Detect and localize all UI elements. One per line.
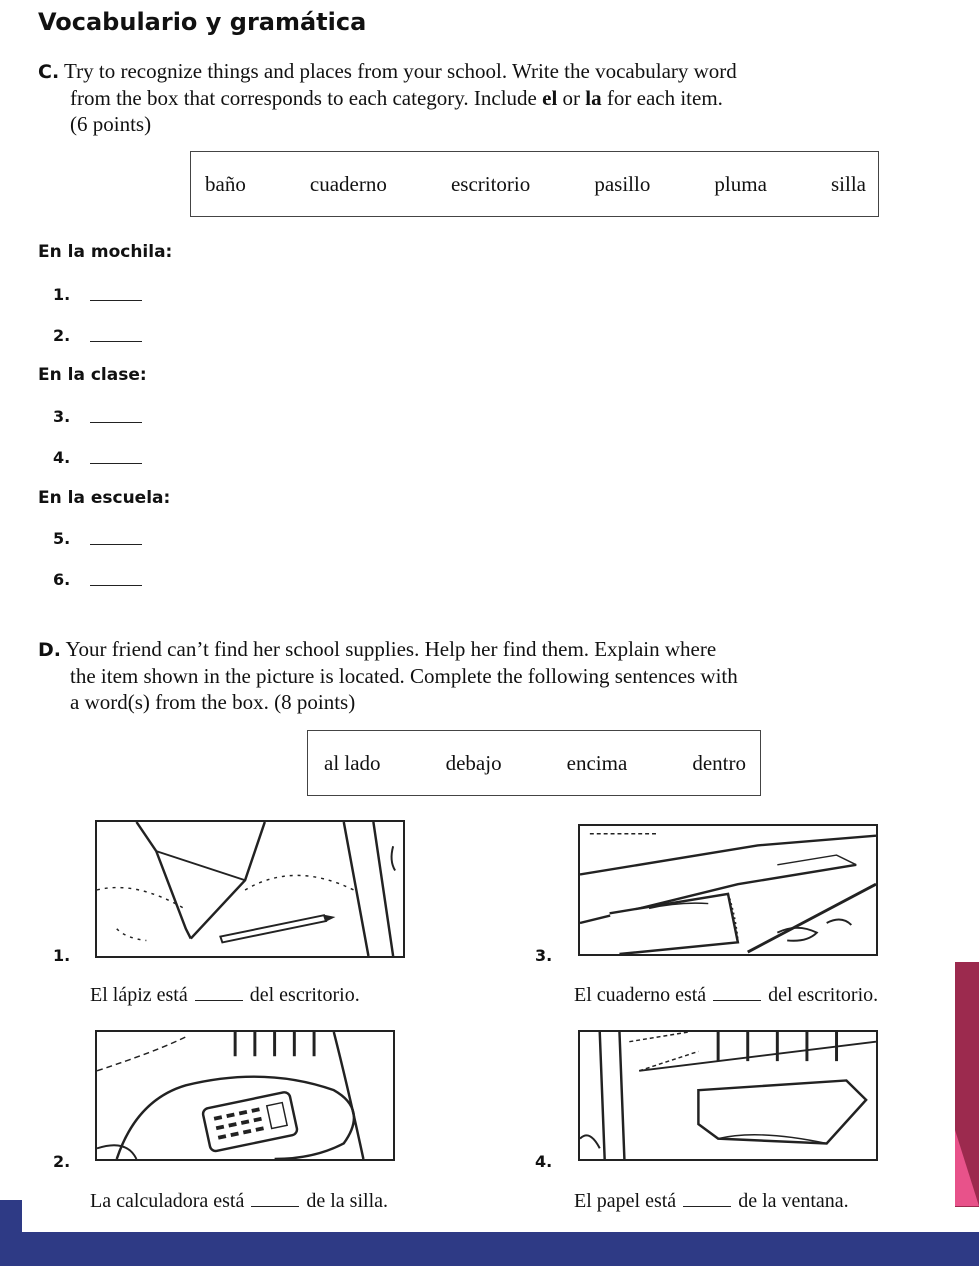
category-mochila: En la mochila: — [38, 242, 173, 262]
article-la: la — [585, 86, 602, 110]
word-box-d — [307, 730, 761, 796]
category-escuela: En la escuela: — [38, 488, 171, 508]
word-cuaderno: cuaderno — [309, 171, 387, 196]
section-c-line1: Try to recognize things and places from your school. Write the vocabulary word — [64, 59, 737, 83]
section-d-line2: the item shown in the picture is located. Complete the following sentences with — [70, 664, 738, 688]
word-silla: silla — [831, 171, 866, 196]
section-c-line2b: for each item. — [601, 86, 723, 110]
word-pluma: pluma — [714, 171, 767, 196]
word-bano: baño — [205, 171, 246, 196]
sentence-blank-2[interactable] — [251, 1205, 299, 1207]
picture-calculator-on-chair — [95, 1030, 395, 1161]
item-number: 4. — [53, 448, 71, 467]
sentence-4 — [574, 1190, 849, 1213]
answer-blank-5[interactable] — [90, 544, 142, 545]
word-debajo: debajo — [445, 750, 502, 775]
section-c-letter: C. — [38, 61, 60, 83]
sentence-2-end: de la silla. — [306, 1190, 388, 1212]
word-escritorio: escritorio — [450, 171, 531, 196]
picture-number: 1. — [53, 946, 71, 965]
section-d-line1: Your friend can’t find her school supplies. Help her find them. Explain where — [65, 637, 717, 661]
section-c-instructions — [38, 58, 737, 137]
sentence-blank-3[interactable] — [713, 999, 761, 1001]
sentence-4-end: de la ventana. — [738, 1190, 849, 1212]
answer-blank-2[interactable] — [90, 341, 142, 342]
item-number: 1. — [53, 285, 71, 304]
sentence-2 — [90, 1190, 388, 1213]
word-al-lado: al lado — [324, 750, 381, 775]
category-clase: En la clase: — [38, 365, 147, 385]
sentence-1-end: del escritorio. — [249, 984, 360, 1006]
sentence-2-start: La calculadora está — [90, 1190, 245, 1212]
section-c-or: or — [557, 86, 586, 110]
sentence-3-start: El cuaderno está — [574, 984, 707, 1006]
section-d-letter: D. — [38, 639, 61, 661]
sentence-1-start: El lápiz está — [90, 984, 188, 1006]
sentence-blank-1[interactable] — [195, 999, 243, 1001]
decorative-blue-band — [0, 1232, 979, 1266]
item-number: 3. — [53, 407, 71, 426]
picture-notebook-in-drawer — [578, 824, 878, 956]
picture-number: 4. — [535, 1152, 553, 1171]
item-number: 6. — [53, 570, 71, 589]
section-c-line2a: from the box that corresponds to each category. Include — [70, 86, 543, 110]
picture-number: 3. — [535, 946, 553, 965]
answer-blank-4[interactable] — [90, 463, 142, 464]
answer-blank-3[interactable] — [90, 422, 142, 423]
word-dentro: dentro — [692, 750, 746, 775]
section-c-points: (6 points) — [70, 112, 152, 136]
word-box-c — [190, 151, 879, 217]
item-number: 5. — [53, 529, 71, 548]
article-el: el — [542, 86, 558, 110]
sentence-4-start: El papel está — [574, 1190, 677, 1212]
sentence-3-end: del escritorio. — [768, 984, 879, 1006]
answer-blank-6[interactable] — [90, 585, 142, 586]
answer-blank-1[interactable] — [90, 300, 142, 301]
section-d-line3: a word(s) from the box. (8 points) — [70, 690, 356, 714]
picture-paper-under-window — [578, 1030, 878, 1161]
decorative-pink-triangle — [955, 1130, 979, 1206]
word-encima: encima — [566, 750, 628, 775]
picture-number: 2. — [53, 1152, 71, 1171]
picture-pencil-under-desk — [95, 820, 405, 958]
page-title: Vocabulario y gramática — [38, 8, 367, 36]
item-number: 2. — [53, 326, 71, 345]
sentence-blank-4[interactable] — [683, 1205, 731, 1207]
section-d-instructions — [38, 636, 738, 715]
sentence-3 — [574, 984, 878, 1007]
word-pasillo: pasillo — [594, 171, 651, 196]
sentence-1 — [90, 984, 360, 1007]
